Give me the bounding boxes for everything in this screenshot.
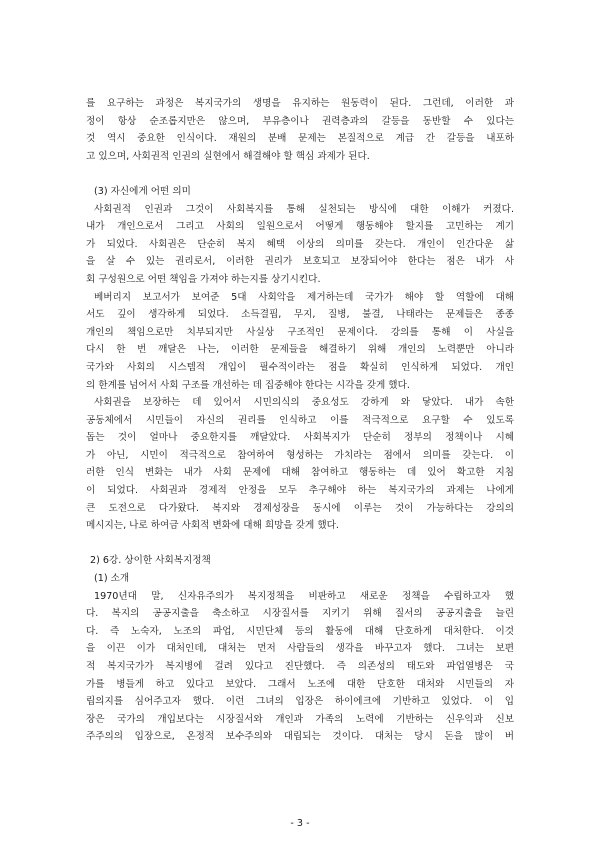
text-line: 개인의 책임으로만 치부되지만 사실상 구조적인 문제이다. 강의를 통해 이 사실을 bbox=[86, 326, 514, 338]
text-line: 러한 인식 변화는 내가 사회 문제에 대해 참여하고 행동하는 데 있어 확고한 지침 bbox=[86, 467, 514, 479]
section-heading: 2) 6강. 상이한 사회복지정책 bbox=[90, 555, 211, 567]
subsection-heading: (1) 소개 bbox=[94, 573, 130, 585]
text-line: 내가 개인으로서 그리고 사회의 일원으로서 어떻게 행동해야 할지를 고민하는 계기 bbox=[86, 221, 514, 233]
text-line: 적 복지국가가 복지병에 걸려 있다고 진단했다. 즉 의존성의 태도와 파업열병은 국 bbox=[86, 661, 514, 672]
page-number: - 3 - bbox=[290, 818, 310, 829]
text-line: 1970년대 말, 신자유주의가 복지정책을 비판하고 새로운 정책을 수립하고자 했 bbox=[94, 590, 514, 602]
document-page bbox=[86, 95, 514, 746]
section-3 bbox=[86, 183, 514, 535]
text-line: 큰 도전으로 다가왔다. 복지와 경제성장을 동시에 이루는 것이 가능하다는 강의의 bbox=[86, 502, 514, 514]
intro-paragraph bbox=[86, 95, 514, 165]
text-line: 베버리지 보고서가 보여준 5대 사회악을 제거하는데 국가가 해야 할 역할에 대해 bbox=[94, 291, 514, 303]
text-line: 돕는 것이 얼마나 중요한지를 깨달았다. 사회복지가 단순히 정부의 정책이나 시혜 bbox=[86, 432, 514, 444]
text-line: 다시 한 번 깨달은 나는, 이러한 문제들을 해결하기 위해 개인의 노력뿐만 아니라 bbox=[86, 344, 514, 356]
text-line: 을 이끈 이가 대처인데, 대처는 먼저 사람들의 생각을 바꾸고자 했다. 그녀는 보편 bbox=[86, 643, 514, 655]
text-line: 것 역시 중요한 인식이다. 재원의 분배 문제는 본질적으로 계급 간 갈등을 내포하 bbox=[86, 133, 514, 145]
text-line: 이 되었다. 사회권과 경제적 안정을 모두 추구해야 하는 복지국가의 과제는 나에게 bbox=[86, 485, 514, 497]
text-line: 가 되었다. 사회권은 단순히 복지 혜택 이상의 의미를 갖는다. 개인이 인간다운 삶 bbox=[86, 238, 514, 250]
text-line: 가 아닌, 시민이 적극적으로 참여하여 형성하는 가치라는 점에서 의미를 갖는다. 이 bbox=[86, 449, 514, 461]
text-line: 장은 국가의 개입보다는 시장질서와 개인과 가족의 노력에 기반하는 신우익과 신보 bbox=[86, 713, 514, 725]
text-line: 다. 복지의 공공지출을 축소하고 시장질서를 지키기 위해 질서의 공공지출을 늘린 bbox=[86, 608, 514, 620]
text-line: 을 살 수 있는 권리로서, 이러한 권리가 보호되고 보장되어야 한다는 점은 내가 사 bbox=[86, 256, 514, 268]
text-line: 국가와 사회의 시스템적 개입이 필수적이라는 점을 확실히 인식하게 되었다. 개인 bbox=[86, 361, 514, 373]
text-line: 립의지를 심어주고자 했다. 이런 그녀의 입장은 하이에크에 기반하고 있었다. 이 입 bbox=[86, 696, 514, 708]
text-line: 가를 병들게 하고 있다고 보았다. 그래서 노조에 대한 단호한 대처와 시민들의 자 bbox=[86, 678, 514, 690]
text-line: 서도 깊이 생각하게 되었다. 소득결핍, 무지, 질병, 불결, 나태라는 문제들은 종종 bbox=[86, 309, 514, 321]
text-line: 사회권을 보장하는 데 있어서 시민의식의 중요성도 강하게 와 닿았다. 내가 속한 bbox=[94, 397, 514, 409]
section-heading: (3) 자신에게 어떤 의미 bbox=[94, 185, 191, 197]
text-line: 고 있으며, 사회권적 인권의 실현에서 해결해야 할 핵심 과제가 된다. bbox=[86, 150, 370, 162]
text-line: 다. 즉 노숙자, 노조의 파업, 시민단체 등의 활동에 대해 단호하게 대처한다. 이것 bbox=[86, 625, 514, 637]
text-line: 의 한계를 넘어서 사회 구조를 개선하는 데 집중해야 한다는 시각을 갖게 했다. bbox=[86, 379, 410, 391]
text-line: 메시지는, 나로 하여금 사회적 변화에 대해 희망을 갖게 했다. bbox=[86, 520, 339, 532]
text-line: 를 요구하는 과정은 복지국가의 생명을 유지하는 원동력이 된다. 그런데, 이러한 과 bbox=[86, 98, 514, 109]
text-line: 사회권적 인권과 그것이 사회복지를 통해 실천되는 방식에 대한 이해가 커졌다. bbox=[94, 203, 514, 215]
text-line: 정이 항상 순조롭지만은 않으며, 부유층이나 권력층과의 갈등을 동반할 수 있다는 bbox=[86, 115, 514, 127]
text-line: 공동체에서 시민들이 자신의 권리를 인식하고 이를 적극적으로 요구할 수 있도록 bbox=[86, 414, 514, 426]
text-line: 회 구성원으로 어떤 책임을 가져야 하는지를 상기시킨다. bbox=[86, 273, 321, 285]
text-line: 주주의의 입장으로, 온정적 보수주의와 대립되는 것이다. 대처는 당시 돈을 많이 버 bbox=[86, 731, 514, 743]
section-6 bbox=[86, 552, 514, 746]
